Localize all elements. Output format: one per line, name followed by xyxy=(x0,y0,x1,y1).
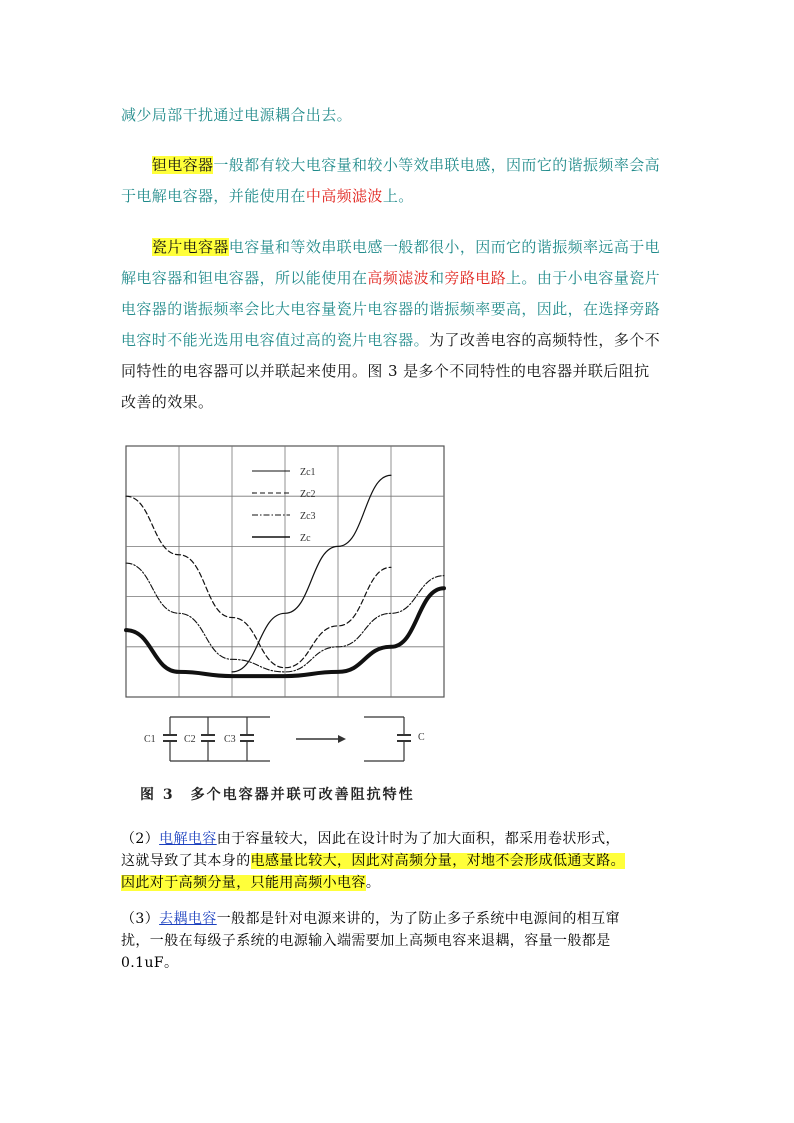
text-line: 0.1uF。 xyxy=(121,955,179,971)
red-term-bypass: 旁路电路 xyxy=(444,269,507,287)
text-line: 同特性的电容器可以并联起来使用。图 3 是多个不同特性的电容器并联后阻抗 xyxy=(121,362,650,380)
paragraph-intro-tail xyxy=(121,100,677,131)
text-span: 为了改善电容的高频特性，多个不 xyxy=(429,331,661,349)
chart-legend xyxy=(252,467,316,544)
text-line xyxy=(121,850,677,872)
legend-label-zc3: Zc3 xyxy=(300,511,316,522)
parallel-circuit-diagram xyxy=(144,717,425,761)
capacitor-c1 xyxy=(144,717,177,761)
text-span: 一般都有较大电容量和较小等效串联电感，因而它的谐振频率会高 xyxy=(213,156,661,174)
highlight-hf-small-cap: 因此对于高频分量，只能用高频小电容 xyxy=(121,875,366,891)
figure-caption: 图 3 多个电容器并联可改善阻抗特性 xyxy=(140,787,415,803)
link-decoupling-capacitor[interactable]: 去耦电容 xyxy=(159,911,217,927)
text-span: 。 xyxy=(365,875,381,891)
highlight-inductance: 电感量比较大，因此对高频分量，对地不会形成低通支路。 xyxy=(250,853,626,869)
impedance-figure xyxy=(120,443,452,815)
text-span: （3） xyxy=(121,911,160,927)
text-span: 一般都是针对电源来讲的，为了防止多子系统中电源间的相互窜 xyxy=(216,911,620,927)
red-term-mid-high-filter: 中高频滤波 xyxy=(305,187,383,205)
label-c3: C3 xyxy=(224,734,236,745)
text-line: 改善的效果。 xyxy=(121,393,214,411)
arrow-icon xyxy=(296,735,346,743)
series-line-zc2 xyxy=(126,496,391,668)
highlight-tantalum: 钽电容器 xyxy=(151,156,214,174)
text-line: 电容器的谐振频率会比大电容量瓷片电容器的谐振频率要高，因此，在选择旁路 xyxy=(121,300,661,318)
chart-grid xyxy=(126,446,444,697)
red-term-hf-filter: 高频滤波 xyxy=(367,269,430,287)
paragraph-ceramic xyxy=(121,232,677,418)
text-line xyxy=(121,828,677,850)
paragraph-electrolytic xyxy=(121,828,677,894)
legend-label-zc2: Zc2 xyxy=(300,489,316,500)
text-line xyxy=(121,263,677,294)
text-span: 电容时不能光选用电容值过高的瓷片电容器。 xyxy=(121,331,430,349)
capacitor-c3 xyxy=(224,717,254,761)
text-line xyxy=(121,181,677,212)
text-span: （2） xyxy=(121,831,160,847)
capacitor-c-equivalent xyxy=(364,717,425,761)
legend-label-zc1: Zc1 xyxy=(300,467,316,478)
paragraph-decoupling xyxy=(121,908,677,974)
link-electrolytic-capacitor[interactable]: 电解电容 xyxy=(159,831,217,847)
label-c: C xyxy=(418,732,425,743)
label-c1: C1 xyxy=(144,734,156,745)
text-span: 上。 xyxy=(382,187,414,205)
text-span: 由于容量较大，因此在设计时为了加大面积，都采用卷状形式， xyxy=(216,831,620,847)
text-line xyxy=(121,872,677,894)
text-line xyxy=(121,325,677,356)
text-line xyxy=(121,150,677,181)
series-line-zc1 xyxy=(232,475,391,672)
text-span: 电容量和等效串联电感一般都很小，因而它的谐振频率远高于电 xyxy=(228,238,661,256)
legend-label-zc: Zc xyxy=(300,533,311,544)
paragraph-tantalum xyxy=(121,150,677,212)
highlight-ceramic: 瓷片电容器 xyxy=(151,238,229,256)
text-span: 和 xyxy=(429,269,445,287)
text-line: 扰，一般在每级子系统的电源输入端需要加上高频电容来退耦，容量一般都是 xyxy=(121,933,611,949)
impedance-chart xyxy=(126,446,444,697)
text-line xyxy=(121,908,677,930)
text-span: 这就导致了其本身的 xyxy=(121,853,251,869)
text-span: 解电容器和钽电容器，所以能使用在 xyxy=(121,269,368,287)
text-line xyxy=(121,232,677,263)
label-c2: C2 xyxy=(184,734,196,745)
text-span: 上。由于小电容量瓷片 xyxy=(506,269,661,287)
capacitor-c2 xyxy=(184,717,215,761)
text-line: 减少局部干扰通过电源耦合出去。 xyxy=(121,106,353,124)
text-span: 于电解电容器，并能使用在 xyxy=(121,187,306,205)
